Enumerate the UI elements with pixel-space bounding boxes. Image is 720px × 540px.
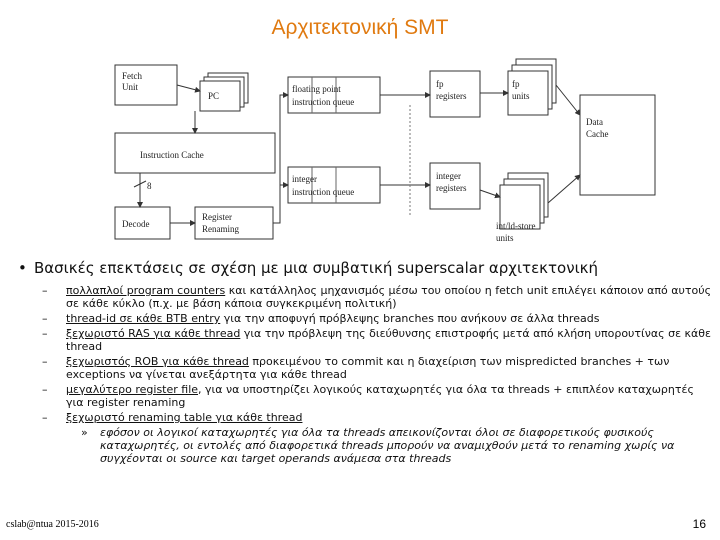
int-registers-label-2: registers	[436, 183, 467, 193]
list-item-key: thread-id σε κάθε BTB entry	[66, 312, 221, 325]
data-cache-label-1: Data	[586, 117, 603, 127]
list-item: – μεγαλύτερο register file, για να υποστηρίζει λογικούς καταχωρητές για όλα τα threads + επιπλέον καταχωρητές για register renaming	[42, 383, 694, 409]
list-item: – πολλαπλοί program counters και κατάλληλος μηχανισμός μέσω του οποίου η fetch unit επιλέγει κάποιον από αυτούς σε κάθε κύκλο (π.χ. με βάση κάποια συγκεκριμένη πολιτική)	[42, 284, 712, 310]
list-item: – thread-id σε κάθε BTB entry για την αποφυγή πρόβλεψης branches που ανήκουν σε άλλα threads	[42, 312, 600, 325]
list-item-key: ξεχωριστό RAS για κάθε thread	[66, 327, 241, 340]
int-queue-label-1: integer	[292, 174, 317, 184]
register-renaming-label-1: Register	[202, 212, 232, 222]
decode-label: Decode	[122, 219, 150, 229]
fetch-unit-label-2: Unit	[122, 82, 139, 92]
pc-box	[200, 81, 240, 111]
list-item-key: ξεχωριστό renaming table για κάθε thread	[66, 411, 303, 424]
list-item-key: ξεχωριστός ROB για κάθε thread	[66, 355, 249, 368]
int-queue-box	[288, 167, 380, 203]
footer-credit: cslab@ntua 2015-2016	[6, 519, 99, 530]
list-item-text: , για να υποστηρίζει λογικούς καταχωρητές για όλα τα threads + επιπλέον καταχωρητές για register renaming	[66, 383, 694, 409]
fp-units-label-2: units	[512, 91, 530, 101]
list-item: – ξεχωριστό RAS για κάθε thread για την πρόβλεψη της διεύθυνσης επιστροφής μετά από κλήση υπορουτίνας σε κάθε thread	[42, 327, 711, 353]
fp-units-label-1: fp	[512, 79, 520, 89]
fp-queue-label-2: instruction queue	[292, 97, 355, 107]
list-item: – ξεχωριστό renaming table για κάθε thread	[42, 411, 303, 424]
int-queue-label-2: instruction queue	[292, 187, 355, 197]
list-item-text: για την πρόβλεψη της διεύθυνσης επιστροφής μετά από κλήση υπορουτίνας σε κάθε thread	[66, 327, 711, 353]
slide-title: Αρχιτεκτονική SMT	[271, 16, 449, 39]
list-item-text: και κατάλληλος μηχανισμός μέσω του οποίου η fetch unit επιλέγει κάποιον από αυτούς σε κάθε κύκλο (π.χ. με βάση κάποια συγκεκριμένη πολιτική)	[66, 284, 712, 310]
register-renaming-label-2: Renaming	[202, 224, 239, 234]
fp-registers-label-2: registers	[436, 91, 467, 101]
fp-registers-label-1: fp	[436, 79, 444, 89]
data-cache-label-2: Cache	[586, 129, 609, 139]
smt-architecture-diagram	[110, 55, 670, 250]
list-item: – ξεχωριστός ROB για κάθε thread προκειμένου το commit και η διαχείριση των mispredicted branches + των exceptions να γίνεται ανεξάρτητα για κάθε thread	[42, 355, 670, 381]
sub-bullet-marker: »	[81, 426, 88, 439]
fp-queue-label-1: floating point	[292, 84, 341, 94]
list-item-key: μεγαλύτερο register file	[66, 383, 199, 396]
sub-list-item	[18, 426, 714, 465]
instruction-cache-label: Instruction Cache	[140, 150, 204, 160]
list-item-text: προκειμένου το commit και η διαχείριση των mispredicted branches + των exceptions να γίνεται ανεξάρτητα για κάθε thread	[66, 355, 670, 381]
list-item-text: για την αποφυγή πρόβλεψης branches που ανήκουν σε άλλα threads	[220, 312, 600, 325]
slide-content	[18, 258, 714, 465]
main-bullet-text: Βασικές επεκτάσεις σε σχέση με μια συμβατική superscalar αρχιτεκτονική	[34, 259, 599, 277]
fetch-unit-label-1: Fetch	[122, 71, 142, 81]
sub-list-item-text: εφόσον οι λογικοί καταχωρητές για όλα τα threads απεικονίζονται όλοι σε διαφορετικούς φυσικούς καταχωρητές, οι εντολές από διαφορετικά threads μπορούν να αναμιχθούν μετά το renaming χωρίς να συγχέονται οι source και target operands ανάμεσα στα threads	[100, 426, 675, 465]
bus-width-label: 8	[147, 181, 152, 191]
list-item-key: πολλαπλοί program counters	[66, 284, 226, 297]
block-diagram-svg	[110, 55, 670, 250]
bullet-dot: •	[18, 259, 27, 277]
pc-label: PC	[208, 91, 220, 101]
page-number: 16	[692, 517, 706, 531]
int-registers-label-1: integer	[436, 171, 461, 181]
ldst-units-label-1: int/ld-store	[496, 221, 536, 231]
fp-queue-box	[288, 77, 380, 113]
main-bullet	[18, 258, 714, 278]
ldst-units-label-2: units	[496, 233, 514, 243]
data-cache-box	[580, 95, 655, 195]
